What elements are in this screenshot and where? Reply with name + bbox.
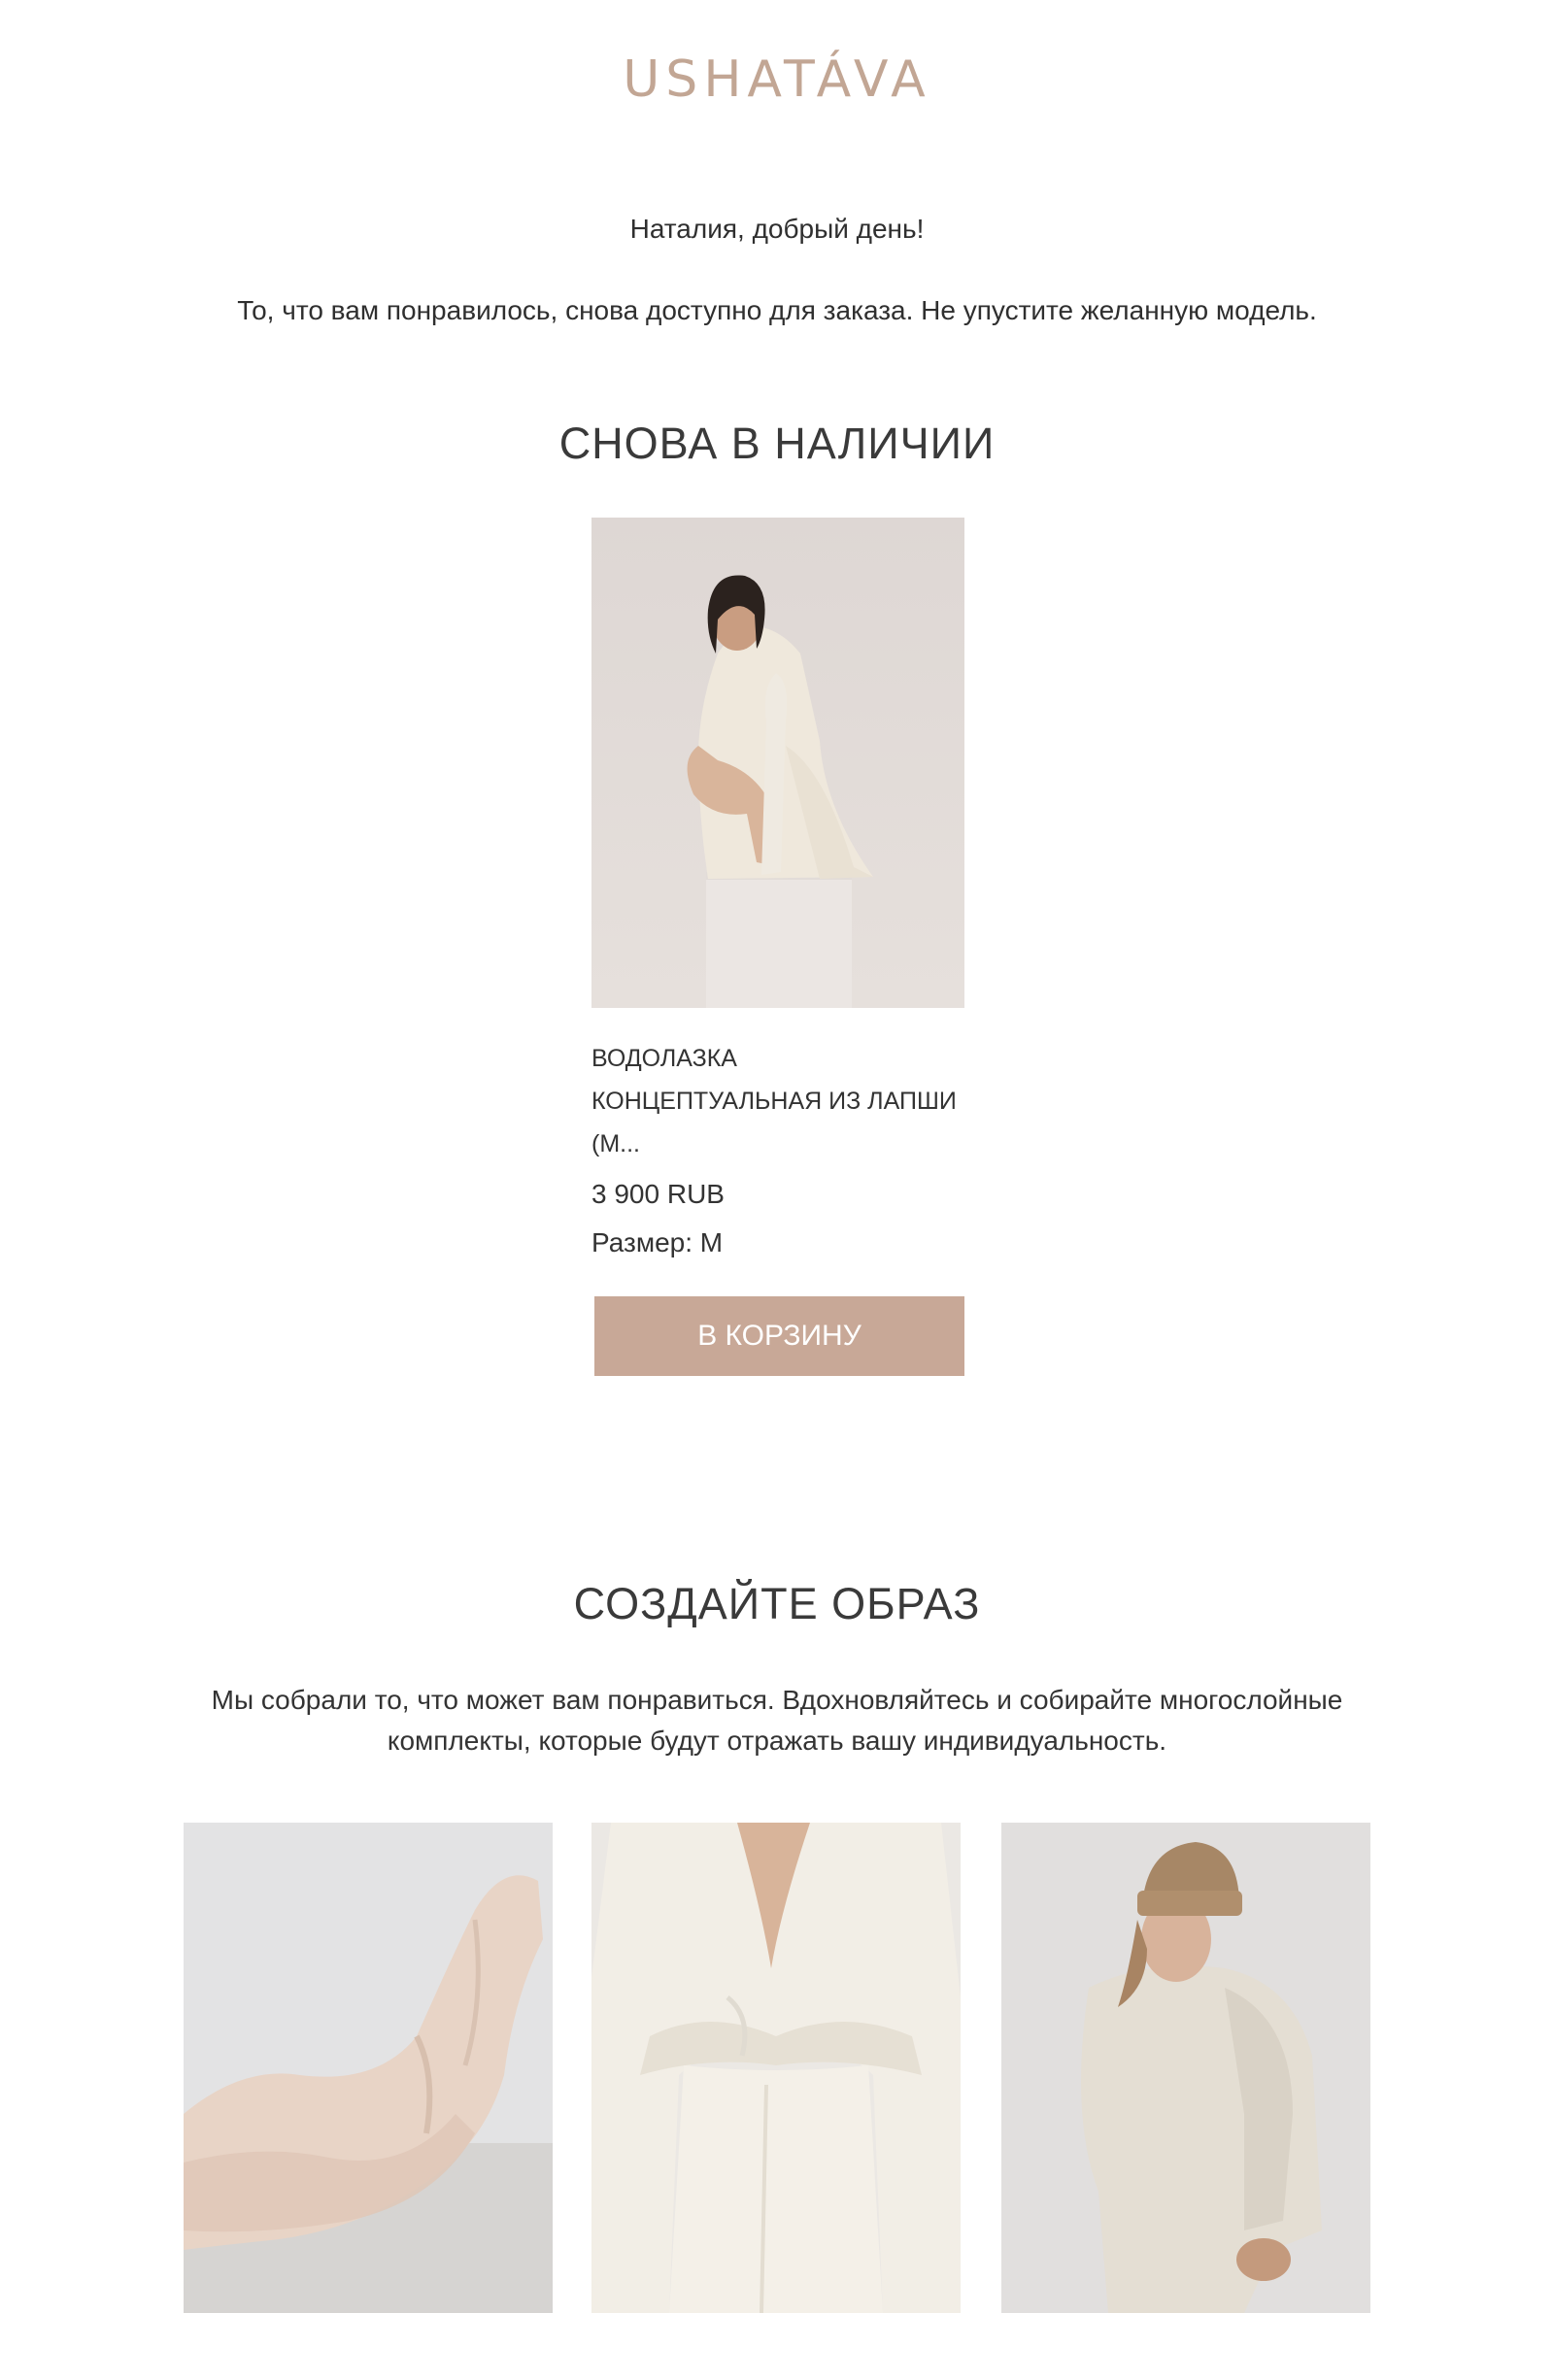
look-image-bomber[interactable]: [1001, 1823, 1370, 2313]
look-image-suit[interactable]: [591, 1823, 961, 2313]
product-name-line3: (М...: [591, 1130, 640, 1157]
look-description-line1: Мы собрали то, что может вам понравиться. Вдохновляйтесь и собирайте многослойные: [211, 1685, 1343, 1715]
greeting-text: Наталия, добрый день!: [629, 214, 925, 244]
look-description-line2: комплекты, которые будут отражать вашу индивидуальность.: [387, 1726, 1167, 1756]
restock-section-title: СНОВА В НАЛИЧИИ: [558, 419, 996, 468]
product-name-line2: КОНЦЕПТУАЛЬНАЯ ИЗ ЛАПШИ: [591, 1088, 957, 1115]
look-section-title: СОЗДАЙТЕ ОБРАЗ: [573, 1579, 981, 1628]
look-description: [146, 1680, 1408, 1761]
intro-text: То, что вам понравилось, снова доступно для заказа. Не упустите желанную модель.: [237, 295, 1317, 325]
product-price: 3 900 RUB: [591, 1179, 725, 1209]
product-image[interactable]: [591, 518, 964, 1008]
add-to-cart-button[interactable]: В КОРЗИНУ: [594, 1296, 964, 1376]
look-image-fabric[interactable]: [184, 1823, 553, 2313]
brand-logo[interactable]: USHATÁVA: [623, 50, 931, 109]
product-name-line1: ВОДОЛАЗКА: [591, 1045, 737, 1072]
product-size: Размер: М: [591, 1227, 724, 1257]
product-name[interactable]: [591, 1037, 980, 1165]
